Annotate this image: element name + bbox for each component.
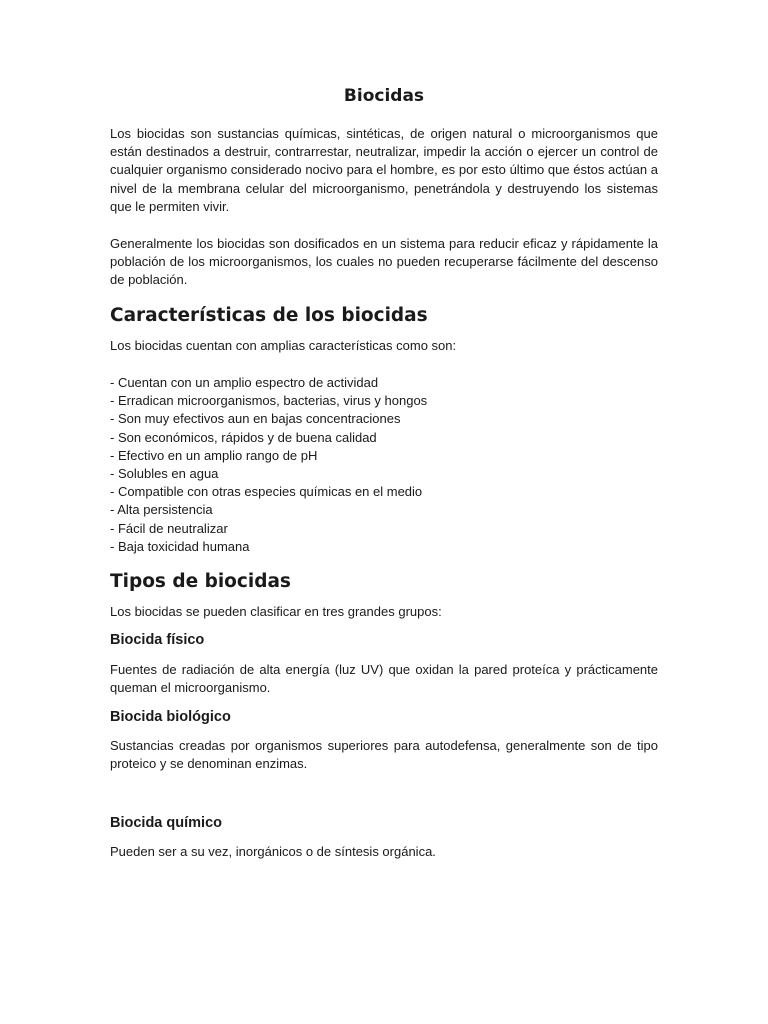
chemical-biocide-text: Pueden ser a su vez, inorgánicos o de síntesis orgánica. — [110, 844, 436, 859]
list-item: - Alta persistencia — [110, 502, 213, 518]
types-heading: Tipos de biocidas — [110, 571, 291, 592]
page-title: Biocidas — [343, 86, 425, 106]
list-item: - Efectivo en un amplio rango de pH — [110, 447, 318, 463]
characteristics-list — [110, 374, 658, 556]
list-item: - Son económicos, rápidos y de buena calidad — [110, 429, 377, 445]
chemical-biocide-heading: Biocida químico — [110, 815, 222, 831]
physical-biocide-text: Fuentes de radiación de alta energía (luz UV) que oxidan la pared proteíca y prácticamente queman el microorganismo. — [110, 662, 658, 696]
intro-paragraph: Los biocidas son sustancias químicas, sintéticas, de origen natural o microorganismos que están destinados a destruir, contrarrestar, neutralizar, impedir la acción o ejercer un control de cualquier organismo considerado nocivo para el hombre, es por esto último que éstos actúan a nivel de la membrana celular del microorganismo, penetrándola y destruyendo los sistemas que le permiten vivir. — [110, 126, 658, 214]
characteristics-intro: Los biocidas cuentan con amplias características como son: — [110, 338, 457, 353]
list-item: - Baja toxicidad humana — [110, 538, 250, 554]
biological-biocide-text: Sustancias creadas por organismos superiores para autodefensa, generalmente son de tipo proteico y se denominan enzimas. — [110, 738, 658, 772]
list-item: - Cuentan con un amplio espectro de actividad — [110, 375, 379, 390]
characteristics-heading: Características de los biocidas — [110, 305, 428, 326]
list-item: - Fácil de neutralizar — [110, 520, 228, 536]
physical-biocide-heading: Biocida físico — [110, 632, 205, 648]
list-item: - Erradican microorganismos, bacterias, virus y hongos — [110, 393, 428, 409]
list-item: - Compatible con otras especies químicas en el medio — [110, 484, 423, 500]
second-paragraph: Generalmente los biocidas son dosificados en un sistema para reducir eficaz y rápidamente la población de los microorganismos, los cuales no pueden recuperarse fácilmente del descenso de población. — [110, 236, 658, 288]
list-item: - Son muy efectivos aun en bajas concentraciones — [110, 411, 401, 427]
types-intro: Los biocidas se pueden clasificar en tres grandes grupos: — [110, 604, 442, 619]
list-item: - Solubles en agua — [110, 466, 219, 482]
biological-biocide-heading: Biocida biológico — [110, 709, 231, 725]
